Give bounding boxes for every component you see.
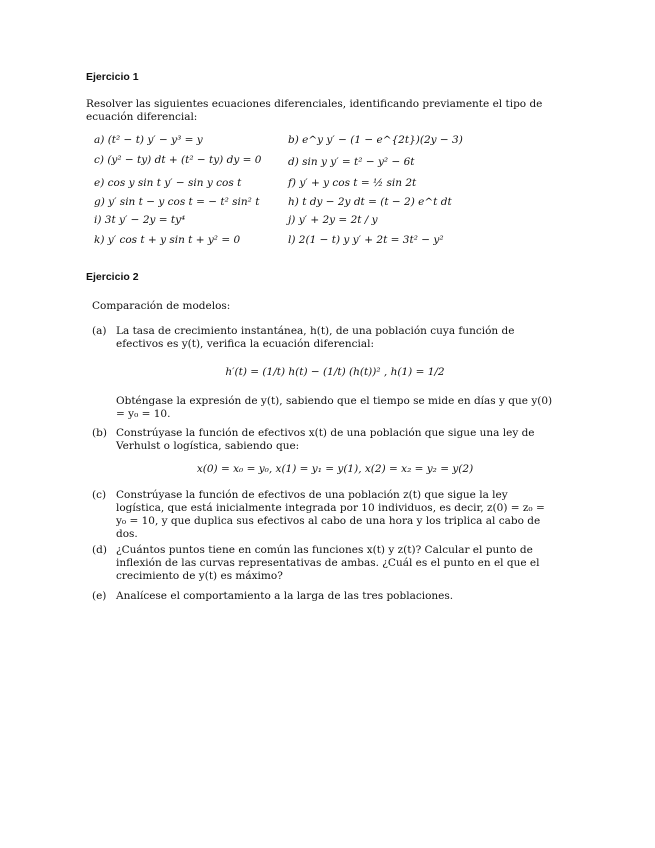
ejercicio-2-intro: Comparación de modelos: [92, 300, 231, 312]
equation-e: e) cos y sin t y′ − sin y cos t [94, 177, 242, 189]
item-b-label: (b) [92, 427, 107, 439]
item-d-text: ¿Cuántos puntos tiene en común las funciones x(t) y z(t)? Calcular el punto de inflexión de las curvas representativas de ambas. ¿Cuál es el punto en el que el crecimiento de y(t) es máximo? [116, 544, 540, 582]
ejercicio-2-title: Ejercicio 2 [86, 271, 139, 283]
equation-a: a) (t² − t) y′ − y³ = y [94, 134, 203, 146]
equation-l: l) 2(1 − t) y y′ + 2t = 3t² − y² [288, 234, 444, 246]
item-b-text: Constrúyase la función de efectivos x(t) de una población que sigue una ley de Verhulst o logística, sabiendo que: [116, 427, 535, 452]
equation-h: h) t dy − 2y dt = (t − 2) e^t dt [288, 196, 452, 208]
equation-b: b) e^y y′ − (1 − e^{2t})(2y − 3) [288, 134, 463, 146]
equation-d: d) sin y y′ = t² − y² − 6t [288, 156, 415, 168]
item-a-equation: h′(t) = (1/t) h(t) − (1/t) (h(t))² , h(1) = 1/2 [225, 366, 445, 378]
ejercicio-1-title: Ejercicio 1 [86, 71, 139, 83]
item-a-text: La tasa de crecimiento instantánea, h(t), de una población cuya función de efectivos es y(t), verifica la ecuación diferencial: [116, 325, 515, 350]
equation-g: g) y′ sin t − y cos t = − t² sin² t [94, 196, 260, 208]
item-a-followup: Obténgase la expresión de y(t), sabiendo que el tiempo se mide en días y que y(0) = y₀ = 10. [116, 395, 553, 420]
item-a-label: (a) [92, 325, 107, 337]
item-e-text: Analícese el comportamiento a la larga de las tres poblaciones. [116, 590, 454, 602]
item-e-label: (e) [92, 590, 107, 602]
item-c-label: (c) [92, 489, 107, 501]
equation-k: k) y′ cos t + y sin t + y² = 0 [94, 234, 241, 246]
equation-i: i) 3t y′ − 2y = ty⁴ [94, 214, 186, 226]
equation-j: j) y′ + 2y = 2t / y [288, 214, 378, 226]
equation-c: c) (y² − ty) dt + (t² − ty) dy = 0 [94, 154, 262, 166]
ejercicio-1-intro: Resolver las siguientes ecuaciones diferenciales, identificando previamente el tipo de ecuación diferencial: [86, 98, 543, 123]
item-d-label: (d) [92, 544, 107, 556]
item-c-text: Constrúyase la función de efectivos de una población z(t) que sigue la ley logística, que está inicialmente integrada por 10 individuos, es decir, z(0) = z₀ = y₀ = 10, y que duplica sus efectivos al cabo de una hora y los triplica al cabo de dos. [116, 489, 545, 540]
item-b-equation: x(0) = x₀ = y₀, x(1) = y₁ = y(1), x(2) = x₂ = y₂ = y(2) [196, 463, 474, 475]
equation-f: f) y′ + y cos t = ½ sin 2t [288, 177, 417, 189]
